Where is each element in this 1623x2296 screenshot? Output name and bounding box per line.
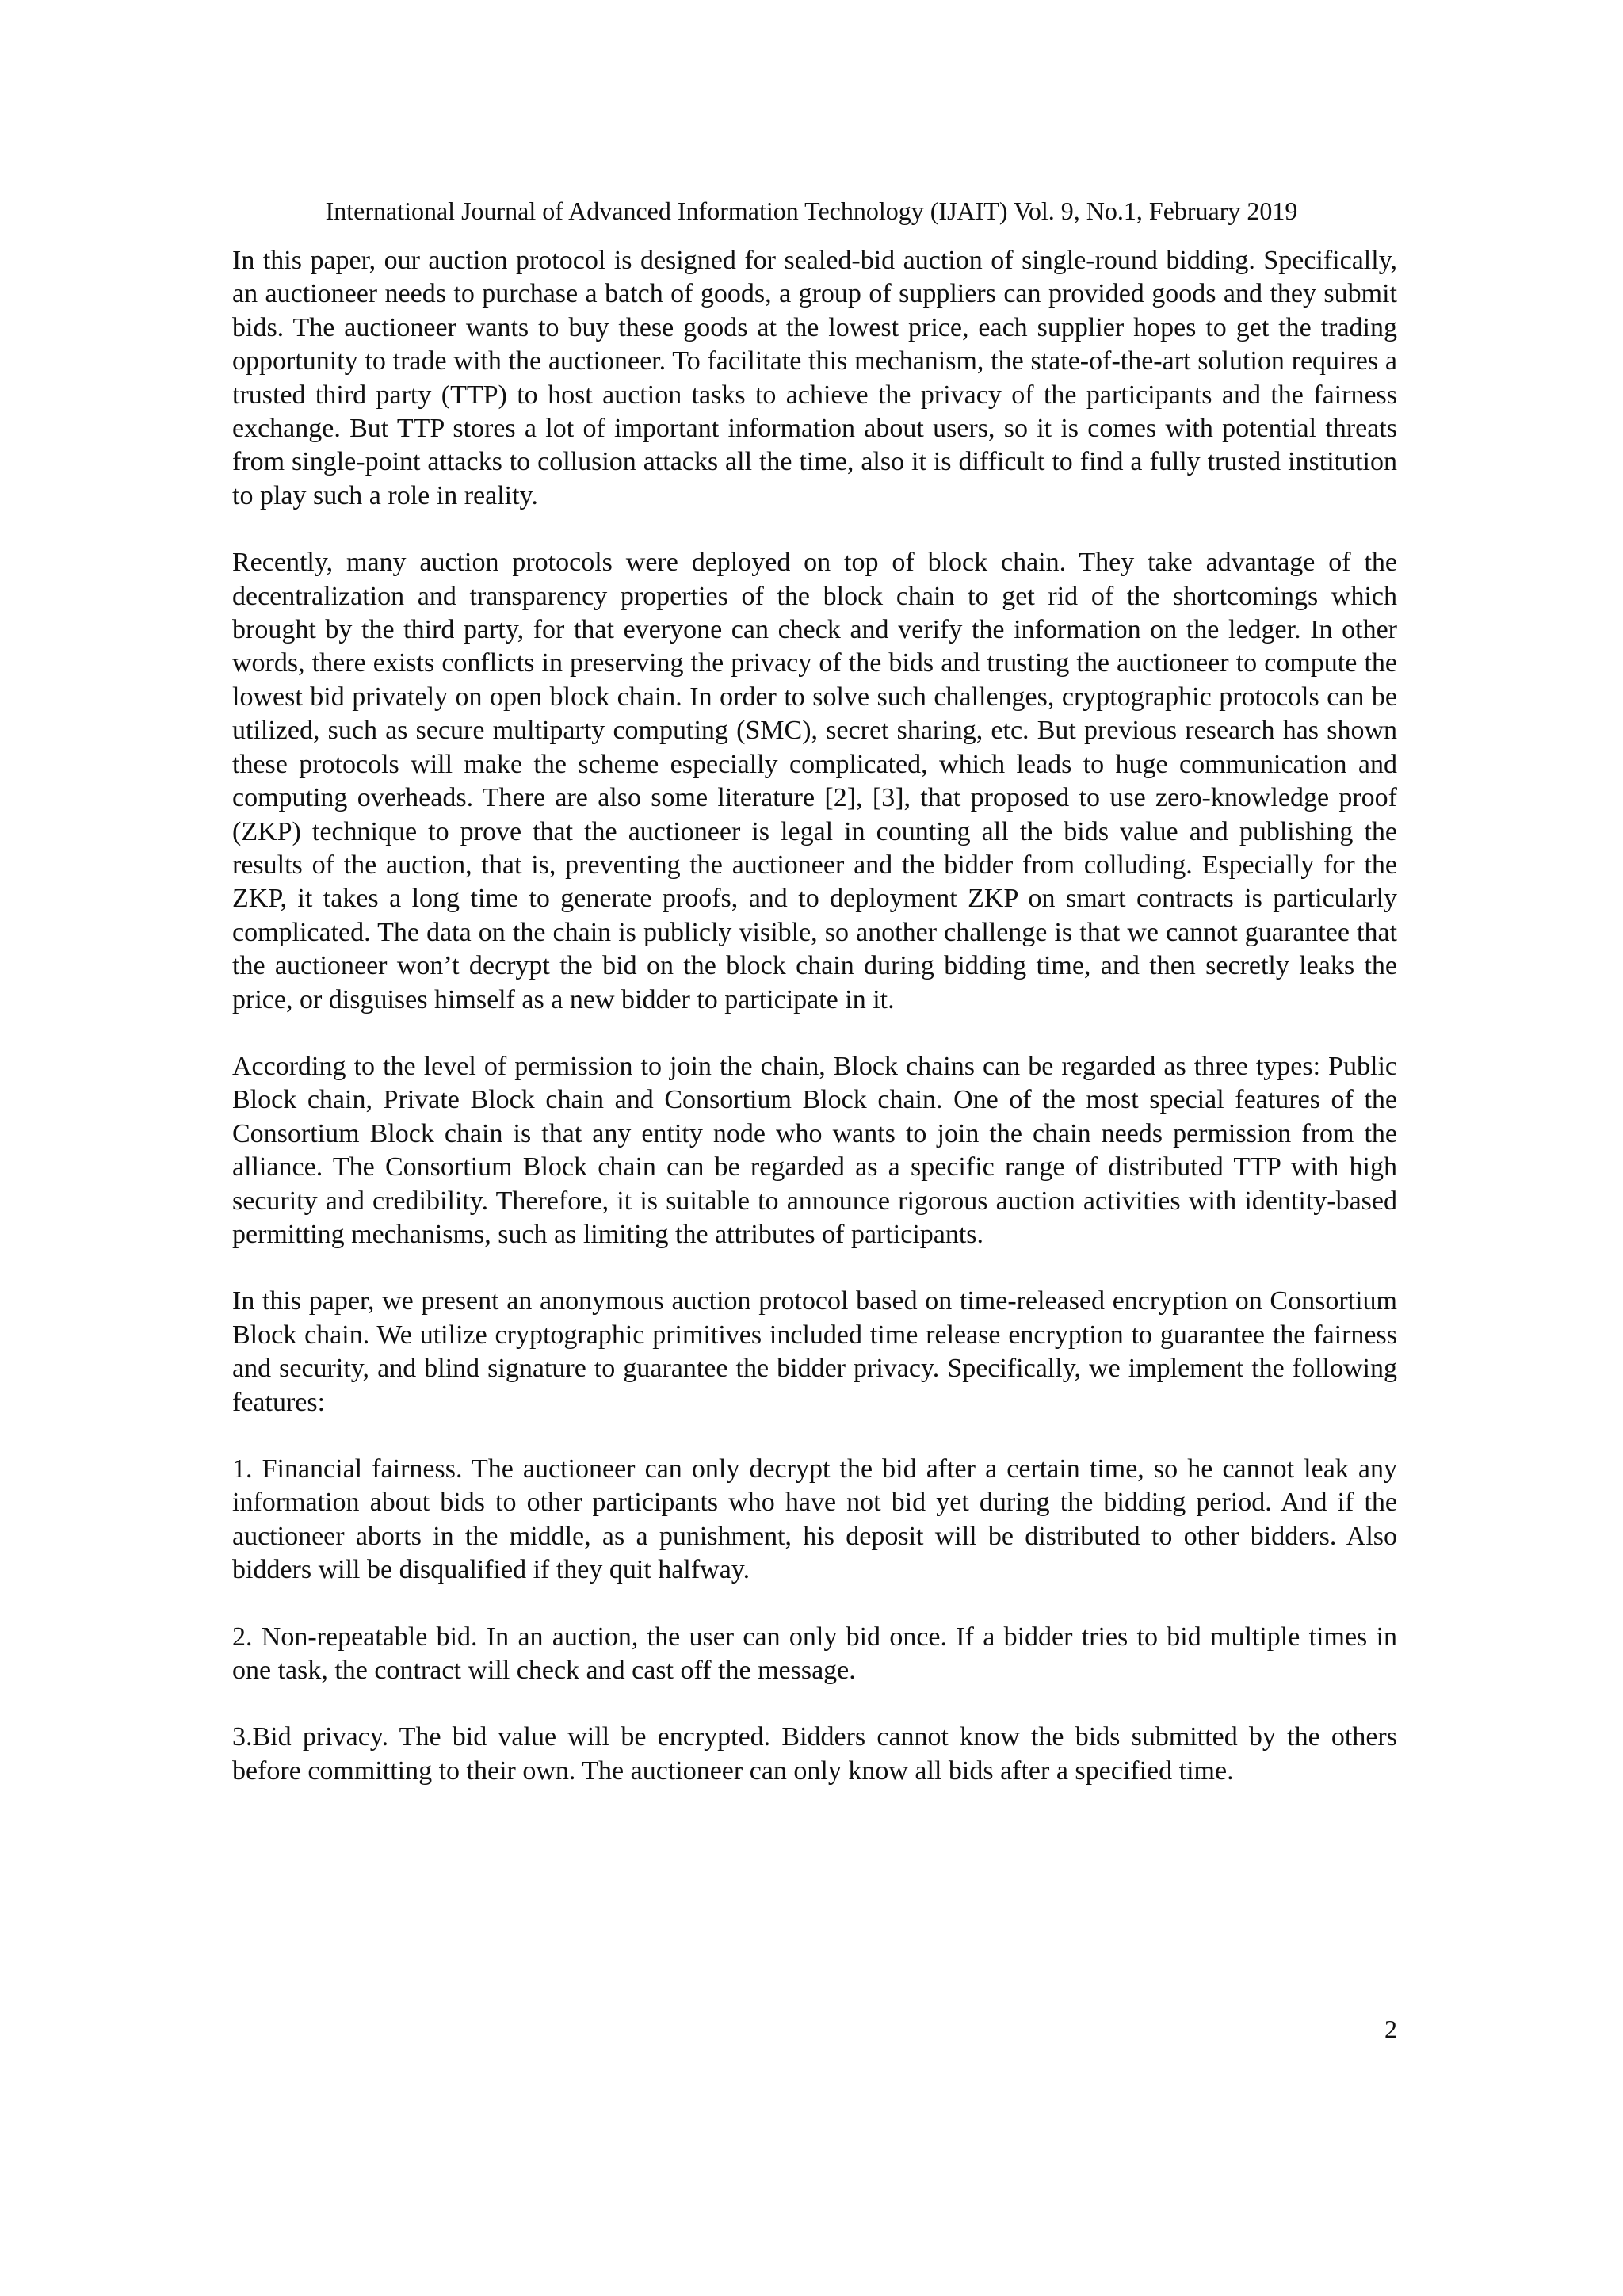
- paragraph-block-chain-auctions: Recently, many auction protocols were deployed on top of block chain. They take advantage of the decentralization and transparency properties of the block chain to get rid of the shortcomings which brought by the third party, for that everyone can check and verify the information on the ledger. In other words, there exists conflicts in preserving the privacy of the bids and trusting the auctioneer to compute the lowest bid privately on open block chain. In order to solve such challenges, cryptographic protocols can be utilized, such as secure multiparty computing (SMC), secret sharing, etc. But previous research has shown these protocols will make the scheme especially complicated, which leads to huge communication and computing overheads. There are also some literature [2], [3], that proposed to use zero-knowledge proof (ZKP) technique to prove that the auctioneer is legal in counting all the bids value and publishing the results of the auction, that is, preventing the auctioneer and the bidder from colluding. Especially for the ZKP, it takes a long time to generate proofs, and to deployment ZKP on smart contracts is particularly complicated. The data on the chain is publicly visible, so another challenge is that we cannot guarantee that the auctioneer won’t decrypt the bid on the block chain during bidding time, and then secretly leaks the price, or disguises himself as a new bidder to participate in it.: [232, 548, 1397, 1014]
- body-text: [232, 244, 1397, 1788]
- paragraph-consortium-block-chain: According to the level of permission to join the chain, Block chains can be regarded as three types: Public Block chain, Private Block chain and Consortium Block chain. One of the most special features of the Consortium Block chain is that any entity node who wants to join the chain needs permission from the alliance. The Consortium Block chain can be regarded as a specific range of distributed TTP with high security and credibility. Therefore, it is suitable to announce rigorous auction activities with identity-based permitting mechanisms, such as limiting the attributes of participants.: [232, 1051, 1397, 1249]
- list-item-financial-fairness: 1. Financial fairness. The auctioneer can only decrypt the bid after a certain time, so he cannot leak any information about bids to other participants who have not bid yet during the bidding period. And if the auctioneer aborts in the middle, as a punishment, his deposit will be distributed to other bidders. Also bidders will be disqualified if they quit halfway.: [232, 1454, 1397, 1585]
- running-header: International Journal of Advanced Information Technology (IJAIT) Vol. 9, No.1, February 2019: [325, 197, 1298, 225]
- paragraph-auction-protocol-intro: In this paper, our auction protocol is designed for sealed-bid auction of single-round bidding. Specifically, an auctioneer needs to purchase a batch of goods, a group of suppliers can provided goods and they submit bids. The auctioneer wants to buy these goods at the lowest price, each supplier hopes to get the trading opportunity to trade with the auctioneer. To facilitate this mechanism, the state-of-the-art solution requires a trusted third party (TTP) to host auction tasks to achieve the privacy of the participants and the fairness exchange. But TTP stores a lot of important information about users, so it is comes with potential threats from single-point attacks to collusion attacks all the time, also it is difficult to find a fully trusted institution to play such a role in reality.: [232, 246, 1397, 510]
- paragraph-proposed-protocol: In this paper, we present an anonymous auction protocol based on time-released encryption on Consortium Block chain. We utilize cryptographic primitives included time release encryption to guarantee the fairness and security, and blind signature to guarantee the bidder privacy. Specifically, we implement the following features:: [232, 1286, 1397, 1417]
- page-number: 2: [1384, 2015, 1397, 2043]
- list-item-non-repeatable-bid: 2. Non-repeatable bid. In an auction, the user can only bid once. If a bidder tries to bid multiple times in one task, the contract will check and cast off the message.: [232, 1622, 1397, 1686]
- list-item-bid-privacy: 3.Bid privacy. The bid value will be encrypted. Bidders cannot know the bids submitted by the others before committing to their own. The auctioneer can only know all bids after a specified time.: [232, 1722, 1397, 1786]
